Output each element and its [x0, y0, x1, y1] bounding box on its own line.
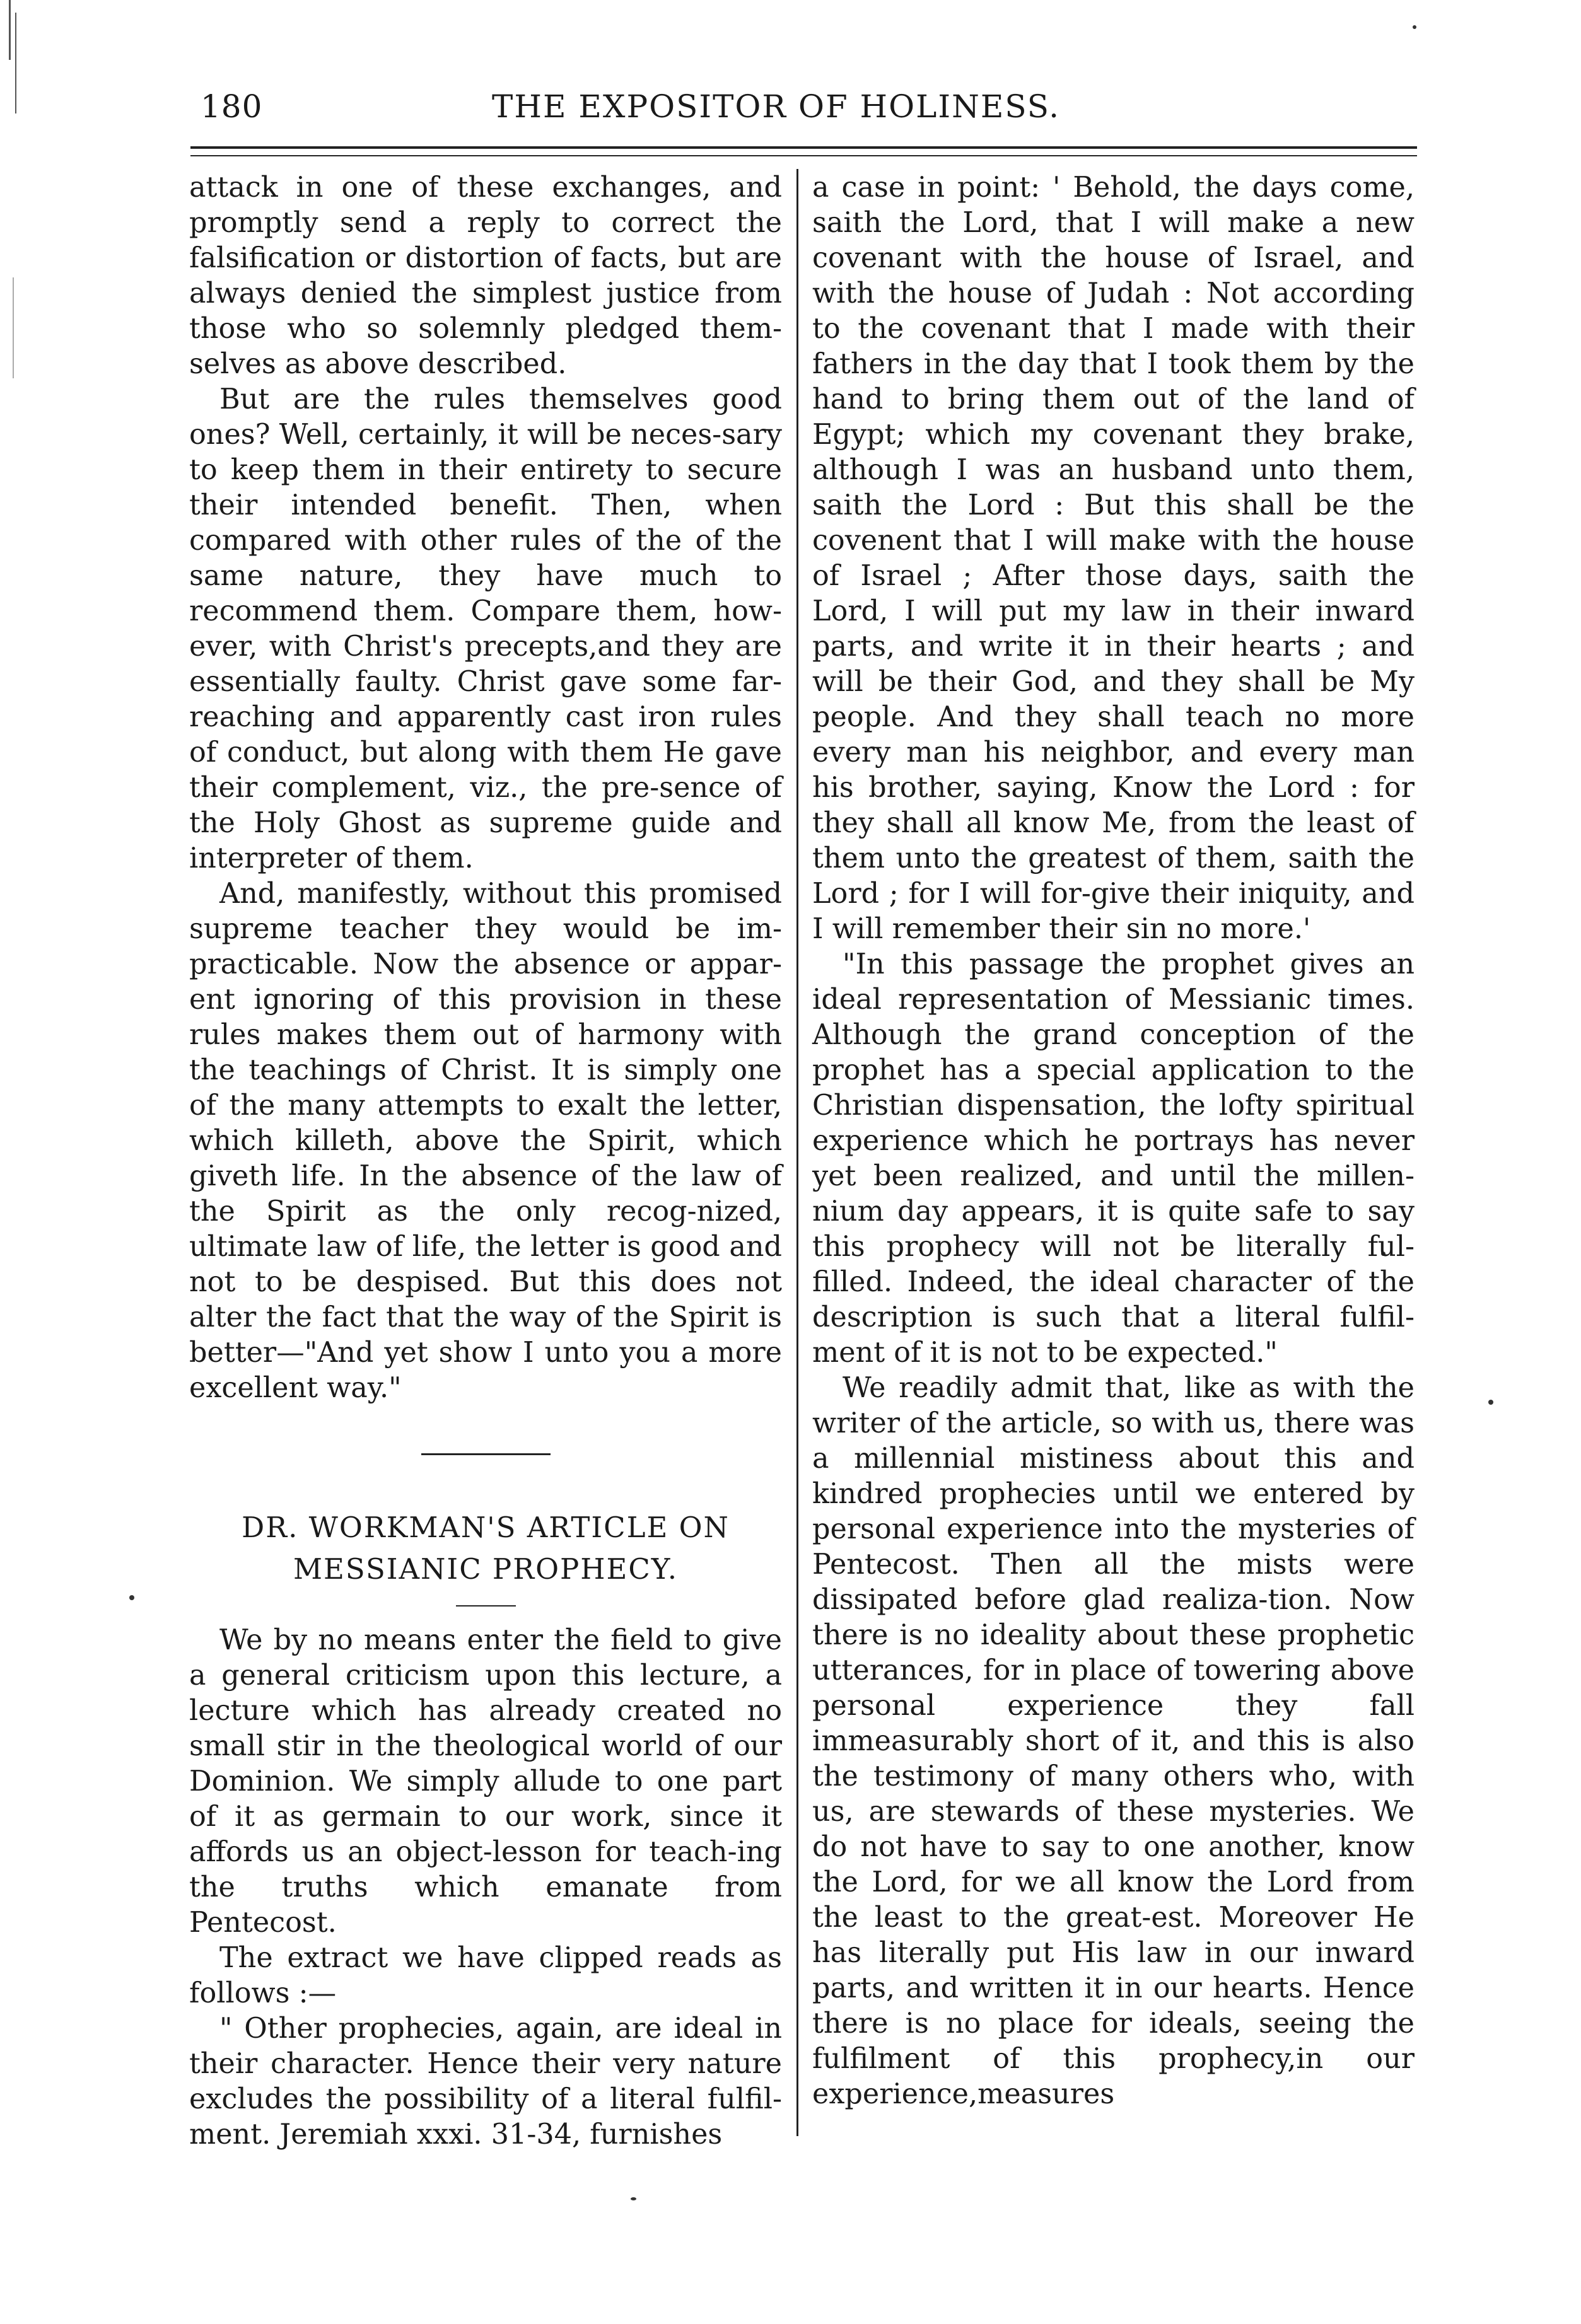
article-heading-line: DR. WORKMAN'S ARTICLE ON: [242, 1511, 730, 1544]
header-rule: [190, 146, 1417, 149]
paragraph: "In this passage the prophet gives an ideal representation of Messianic times. Although the grand conception of the prophet has a special application to the Christian dispensation, the lofty spiritual experience which he portrays has never yet been realized, and until the millen-nium day appears, it is quite safe to say this prophecy will not be literally ful-filled. Indeed, the ideal character of the description is such that a literal fulfil-ment of it is not to be expected.": [812, 948, 1415, 1369]
paragraph: a case in point: ' Behold, the days come, saith the Lord, that I will make a new covenant with the house of Israel, and with the house of Judah : Not according to the covenant that I made with their fathers in the day that I took them by the hand to bring them out of the land of Egypt; which my covenant they brake, although I was an husband unto them, saith the Lord : But this shall be the covenent that I will make with the house of Israel ; After those days, saith the Lord, I will put my law in their inward parts, and write it in their hearts ; and will be their God, and they shall be My people. And they shall teach no more every man his neighbor, and every man his brother, saying, Know the Lord : for they shall all know Me, from the least of them unto the greatest of them, saith the Lord ; for I will for-give their iniquity, and I will remember their sin no more.': [812, 171, 1415, 945]
ink-speck: [1413, 25, 1416, 29]
paragraph: " Other prophecies, again, are ideal in their character. Hence their very nature excludes the possibility of a literal fulfil-ment. Jeremiah xxxi. 31-34, furnishes: [189, 2013, 782, 2151]
header-rule: [190, 155, 1417, 156]
paragraph: We readily admit that, like as with the writer of the article, so with us, there was a millennial mistiness about this and kindred prophecies until we entered by personal experience into the mysteries of Pentecost. Then all the mists were dissipated before glad realiza-tion. Now there is no ideality about these prophetic utterances, for in place of towering above personal experience they fall immeasurably short of it, and this is also the testimony of many others who, with us, are stewards of these mysteries. We do not have to say to one another, know the Lord, for we all know the Lord from the least to the great-est. Moreover He has literally put His law in our inward parts, and written it in our hearts. Hence there is no place for ideals, seeing the fulfilment of this prophecy,in our experience,measures: [812, 1372, 1415, 2110]
paragraph: And, manifestly, without this promised supreme teacher they would be im-practicable. Now the absence or appar-ent ignoring of this provision in these rules makes them out of harmony with the teachings of Christ. It is simply one of the many attempts to exalt the letter, which killeth, above the Spirit, which giveth life. In the absence of the law of the Spirit as the only recog-nized, ultimate law of life, the letter is good and not to be despised. But this does not alter the fact that the way of the Spirit is better—"And yet show I unto you a more excellent way.": [189, 878, 782, 1404]
paragraph: But are the rules themselves good ones? Well, certainly, it will be neces-sary to keep them in their entirety to secure their intended benefit. Then, when compared with other rules of the of the same nature, they have much to recommend them. Compare them, how-ever, with Christ's precepts,and they are essentially faulty. Christ gave some far-reaching and apparently cast iron rules of conduct, but along with them He gave their complement, viz., the pre-sence of the Holy Ghost as supreme guide and interpreter of them.: [189, 383, 782, 874]
paragraph: attack in one of these exchanges, and promptly send a reply to correct the falsification or distortion of facts, but are always denied the simplest justice from those who so solemnly pledged them-selves as above described.: [189, 171, 782, 380]
right-column: [812, 170, 1415, 2112]
ink-speck: [1488, 1400, 1493, 1405]
left-column: [189, 170, 782, 2153]
section-separator: [421, 1453, 551, 1455]
paragraph: The extract we have clipped reads as follows :—: [189, 1942, 782, 2009]
paragraph: We by no means enter the field to give a general criticism upon this lecture, a lecture which has already created no small stir in the theological world of our Dominion. We simply allude to one part of it as germain to our work, since it affords us an object-lesson for teach-ing the truths which emanate from Pentecost.: [189, 1624, 782, 1939]
heading-rule: [456, 1605, 516, 1606]
scan-edge-mark: [9, 0, 11, 60]
scan-edge-mark: [13, 277, 14, 378]
scan-edge-mark: [15, 13, 16, 113]
page-number: 180: [201, 88, 263, 125]
running-head: THE EXPOSITOR OF HOLINESS.: [492, 88, 1061, 125]
ink-speck: [631, 2197, 636, 2200]
column-divider: [796, 169, 798, 2136]
article-heading-line: MESSIANIC PROPHECY.: [293, 1552, 678, 1586]
ink-speck: [129, 1595, 134, 1600]
